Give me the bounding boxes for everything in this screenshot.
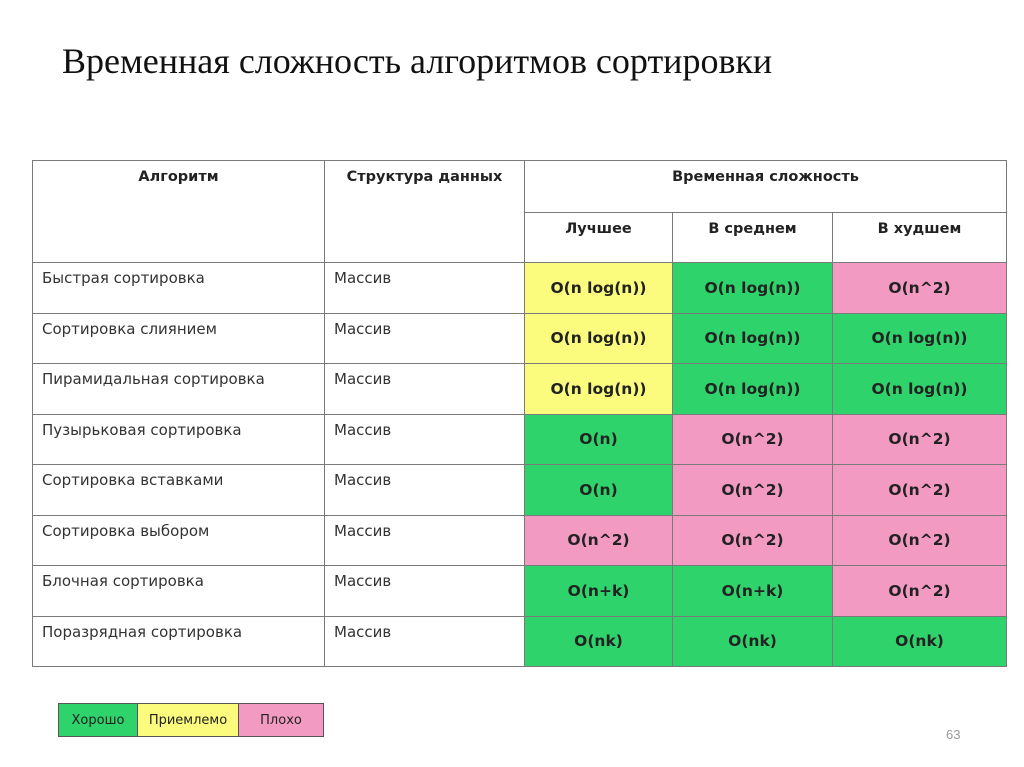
algorithm-name: Поразрядная сортировка [33,616,325,667]
worst-complexity: O(n^2) [833,566,1007,617]
average-complexity: O(n^2) [673,414,833,465]
algorithm-name: Сортировка выбором [33,515,325,566]
worst-complexity: O(n log(n)) [833,364,1007,415]
table-row [33,414,1007,465]
worst-complexity: O(n^2) [833,414,1007,465]
average-complexity: O(n log(n)) [673,313,833,364]
header-average: В среднем [673,213,833,263]
table-row [33,566,1007,617]
complexity-table [32,160,1007,667]
algorithm-name: Сортировка вставками [33,465,325,516]
best-complexity: O(n log(n)) [525,313,673,364]
data-structure: Массив [325,364,525,415]
algorithm-name: Блочная сортировка [33,566,325,617]
data-structure: Массив [325,414,525,465]
data-structure: Массив [325,616,525,667]
header-worst: В худшем [833,213,1007,263]
average-complexity: O(n log(n)) [673,364,833,415]
data-structure: Массив [325,566,525,617]
color-legend [58,703,324,737]
average-complexity: O(n^2) [673,465,833,516]
table-row [33,465,1007,516]
legend-acceptable: Приемлемо [138,704,239,736]
best-complexity: O(n log(n)) [525,364,673,415]
data-structure: Массив [325,263,525,314]
algorithm-name: Быстрая сортировка [33,263,325,314]
worst-complexity: O(n log(n)) [833,313,1007,364]
best-complexity: O(nk) [525,616,673,667]
table-row [33,364,1007,415]
data-structure: Массив [325,465,525,516]
worst-complexity: O(n^2) [833,515,1007,566]
table-row [33,616,1007,667]
worst-complexity: O(nk) [833,616,1007,667]
table-row [33,263,1007,314]
data-structure: Массив [325,515,525,566]
average-complexity: O(n^2) [673,515,833,566]
best-complexity: O(n) [525,414,673,465]
algorithm-name: Пирамидальная сортировка [33,364,325,415]
data-structure: Массив [325,313,525,364]
algorithm-name: Сортировка слиянием [33,313,325,364]
header-time-complexity: Временная сложность [525,161,1007,213]
average-complexity: O(n log(n)) [673,263,833,314]
table-row [33,515,1007,566]
page-number: 63 [946,727,961,742]
average-complexity: O(nk) [673,616,833,667]
slide-title: Временная сложность алгоритмов сортировки [62,41,773,81]
worst-complexity: O(n^2) [833,465,1007,516]
table-row [33,313,1007,364]
algorithm-name: Пузырьковая сортировка [33,414,325,465]
best-complexity: O(n+k) [525,566,673,617]
header-best: Лучшее [525,213,673,263]
legend-good: Хорошо [59,704,138,736]
average-complexity: O(n+k) [673,566,833,617]
header-algorithm: Алгоритм [33,161,325,263]
best-complexity: O(n^2) [525,515,673,566]
legend-bad: Плохо [239,704,323,736]
header-structure: Структура данных [325,161,525,263]
best-complexity: O(n log(n)) [525,263,673,314]
worst-complexity: O(n^2) [833,263,1007,314]
best-complexity: O(n) [525,465,673,516]
